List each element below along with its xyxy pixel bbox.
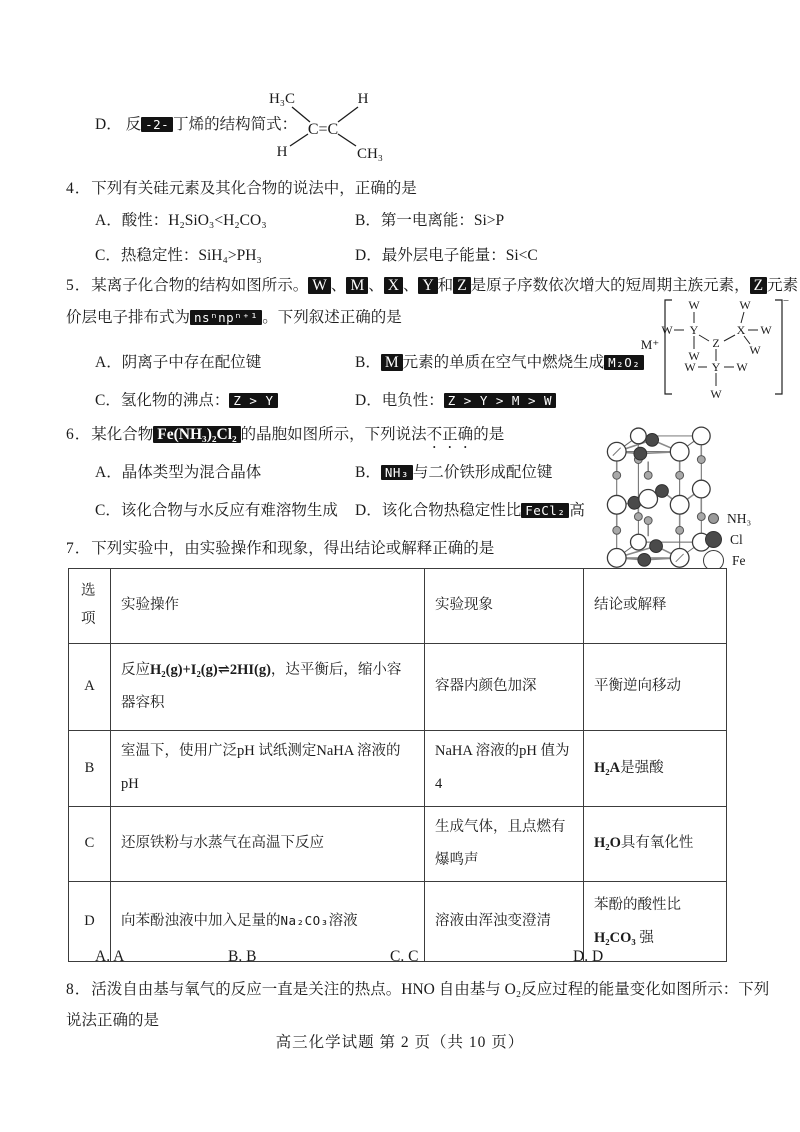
q7-answer-d: D. D [573, 948, 604, 965]
q5-option-b [355, 350, 644, 372]
q7-answer-b: B. B [228, 948, 257, 965]
experiment-table [68, 568, 727, 962]
q5-option-c [95, 388, 355, 410]
q5-sep1: 、 [330, 277, 347, 294]
q5-element-y: Y [418, 277, 437, 294]
diagram-x: X [736, 323, 746, 337]
q5-config-post: 。下列叙述正确的是 [262, 309, 402, 326]
q4-option-a-label: A． [95, 212, 122, 229]
cell-d-conc-line1: 苯酚的酸性比 [594, 896, 681, 913]
diagram-cation-m: M⁺ [640, 337, 660, 352]
q5-option-d-hl: Z > Y > M > W [444, 393, 556, 408]
q6-compound-formula: Fe(NH₃)₂Cl₂ [153, 426, 240, 443]
cell-a-conclusion: 平衡逆向移动 [584, 644, 727, 731]
prev-option-d-post: 丁烯的结构简式： [173, 116, 298, 133]
q5-stem-pre: 某离子化合物的结构如图所示。 [91, 277, 309, 294]
q5-sep2: 、 [368, 277, 384, 294]
q4-option-d-text: 最外层电子能量：Si<C [381, 247, 538, 264]
col-header-operation: 实验操作 [111, 569, 425, 644]
q5-element-m: M [346, 277, 368, 294]
butene-c-double-c: C=C [307, 121, 339, 138]
cell-d-op-pre: 向苯酚浊液中加入足量的 [121, 913, 281, 930]
q5-element-w: W [308, 277, 331, 294]
cell-d-phenomenon: 溶液由浑浊变澄清 [425, 882, 584, 962]
q5-option-c-hl: Z > Y [229, 393, 277, 408]
cell-c-key: C [69, 806, 111, 882]
q7-answer-line [95, 948, 755, 970]
q4-option-c-text: 热稳定性：SiH₄>PH₃ [120, 247, 262, 264]
question-5-stem-line2 [66, 305, 402, 327]
q6-option-b-text: 与二价铁形成配位键 [412, 464, 553, 481]
q4-option-c-label: C． [95, 247, 121, 264]
nh3-legend-label: NH₃ [727, 510, 752, 526]
diagram-w-8: W [736, 360, 748, 374]
diagram-w-4: W [760, 323, 772, 337]
q4-option-b [355, 208, 504, 230]
butene-ch3-top: H₃C [268, 91, 296, 107]
q4-option-d-label: D． [355, 247, 382, 264]
cell-b-conclusion [584, 731, 727, 807]
diagram-y-1: Y [689, 323, 699, 337]
q5-option-b-text: 元素的单质在空气中燃烧生成 [402, 354, 605, 371]
q6-stem-emphasis: 不正确 [426, 426, 474, 443]
q5-element-x: X [384, 277, 403, 294]
cell-a-op-pre: 反应 [121, 661, 150, 678]
q5-option-b-hl-m: M [381, 354, 403, 371]
q6-option-a-text: 晶体类型为混合晶体 [121, 464, 262, 481]
col-header-phenomenon: 实验现象 [425, 569, 584, 644]
q6-option-a-label: A． [95, 464, 122, 481]
diagram-w-9: W [710, 387, 722, 401]
cell-b-operation: 室温下，使用广泛pH 试纸测定NaHA 溶液的pH [111, 731, 425, 807]
q5-element-z2: Z [750, 277, 767, 294]
butene-ch3-bottom: CH₃ [356, 146, 384, 162]
question-4-stem [66, 176, 417, 198]
table-row-c [69, 806, 727, 882]
diagram-w-7: W [684, 360, 696, 374]
cell-a-op-post: ，达平衡后，缩小容器容积 [121, 661, 402, 711]
cl-legend-swatch [705, 531, 722, 548]
q4-option-b-label: B． [355, 212, 381, 229]
q5-option-d-text: 电负性： [381, 392, 444, 409]
q5-and: 和 [437, 277, 454, 294]
cell-b-conc-text: 是强酸 [620, 759, 664, 776]
prev-option-d-label: D． [95, 116, 122, 133]
q4-stem-text: 下列有关硅元素及其化合物的说法中，正确的是 [91, 180, 417, 197]
col-header-option: 选项 [69, 569, 111, 644]
q6-option-d-hl-fecl2: FeCl₂ [521, 503, 569, 518]
table-row-a [69, 644, 727, 731]
question-6-stem [66, 422, 504, 452]
q5-option-b-hl-m2o2: M₂O₂ [604, 355, 644, 370]
page-footer: 高三化学试题 第 2 页（共 10 页） [275, 1034, 525, 1051]
q6-stem-pre: 某化合物 [91, 426, 154, 443]
diagram-w-1: W [688, 298, 700, 312]
question-8-stem-line1 [66, 977, 769, 999]
fe-legend-label: Fe [732, 552, 746, 568]
q6-option-d-label: D． [355, 502, 382, 519]
q6-option-c-text: 该化合物与水反应有难溶物生成 [120, 502, 338, 519]
cell-c-operation: 还原铁粉与水蒸气在高温下反应 [111, 806, 425, 882]
q4-option-a-text: 酸性：H₂SiO₃<H₂CO₃ [121, 212, 267, 229]
diagram-w-3: W [661, 323, 673, 337]
cell-b-conc-formula: H₂A [594, 759, 621, 776]
table-header-row [69, 569, 727, 644]
q6-stem-end: 的是 [473, 426, 505, 443]
prev-option-d-pre: 反 [125, 116, 142, 133]
q5-element-z: Z [453, 277, 470, 294]
cell-a-phenomenon: 容器内颜色加深 [425, 644, 584, 731]
q7-answer-a: A. A [95, 948, 125, 965]
col-header-conclusion: 结论或解释 [584, 569, 727, 644]
cl-legend-label: Cl [730, 531, 743, 547]
legend-row-cl [703, 529, 773, 550]
q4-option-b-text: 第一电离能：Si>P [380, 212, 505, 229]
q6-stem-mid: 的晶胞如图所示，下列说法 [240, 426, 427, 443]
q8-number: 8． [66, 981, 92, 998]
diagram-w-6: W [688, 349, 700, 363]
q4-options-row-1 [95, 208, 775, 230]
q5-config-pre: 价层电子排布式为 [66, 309, 191, 326]
q4-number: 4． [66, 180, 92, 197]
q5-option-c-label: C． [95, 392, 121, 409]
q5-stem-end: 元素 [767, 277, 799, 294]
q6-option-b [355, 460, 552, 482]
q4-option-d [355, 243, 538, 265]
cell-c-conclusion [584, 806, 727, 882]
q5-electron-config: nsⁿnpⁿ⁺¹ [190, 310, 262, 325]
q6-option-c [95, 498, 355, 520]
q4-option-a [95, 208, 355, 230]
q7-stem-text: 下列实验中，由实验操作和现象，得出结论或解释正确的是 [91, 540, 495, 557]
q6-option-c-label: C． [95, 502, 121, 519]
q6-option-d-end: 高 [569, 502, 585, 519]
q5-option-c-text: 氢化物的沸点： [120, 392, 230, 409]
q5-option-a-label: A． [95, 354, 122, 371]
table-row-b [69, 731, 727, 807]
q7-number: 7． [66, 540, 92, 557]
cell-a-operation [111, 644, 425, 731]
cell-a-op-formula: H₂(g)+I₂(g)⇌2HI(g) [150, 661, 271, 678]
q5-option-d-label: D． [355, 392, 382, 409]
cell-d-op-post: 溶液 [328, 913, 358, 930]
q6-option-b-hl-nh3: NH₃ [381, 465, 413, 480]
q5-option-b-label: B． [355, 354, 381, 371]
q5-option-a [95, 350, 355, 372]
diagram-z: Z [712, 336, 720, 350]
q5-stem-post: 是原子序数依次增大的短周期主族元素， [470, 277, 750, 294]
diagram-charge-minus: − [782, 295, 790, 307]
diagram-w-2: W [739, 298, 751, 312]
cell-d-conc-formula: H₂CO₃ [594, 929, 636, 946]
diagram-w-5: W [749, 343, 761, 357]
question-8-stem-line2 [66, 1008, 159, 1030]
cell-c-conc-formula: H₂O [594, 835, 621, 852]
q6-number: 6． [66, 426, 92, 443]
q6-option-a [95, 460, 355, 482]
cell-d-conc-text: 强 [635, 929, 654, 946]
q4-options-row-2 [95, 243, 775, 265]
cell-b-key: B [69, 731, 111, 807]
cell-a-key: A [69, 644, 111, 731]
butene-h-top: H [357, 91, 369, 107]
q6-option-d [355, 498, 585, 520]
q8-stem-line1-text: 活泼自由基与氧气的反应一直是关注的热点。HNO 自由基与 O₂反应过程的能量变化如图所示：下列 [91, 981, 770, 998]
question-7-stem [66, 536, 494, 558]
q8-stem-line2-text: 说法正确的是 [66, 1012, 160, 1029]
q5-option-d [355, 388, 556, 410]
redaction-box: -2- [141, 117, 173, 132]
crystal-cell-diagram [601, 410, 719, 573]
cell-c-phenomenon: 生成气体，且点燃有爆鸣声 [425, 806, 584, 882]
cell-b-phenomenon: NaHA 溶液的pH 值为4 [425, 731, 584, 807]
q6-option-d-text: 该化合物热稳定性比 [381, 502, 522, 519]
nh3-legend-swatch [708, 513, 719, 524]
q4-option-c [95, 243, 355, 265]
q5-option-a-text: 阴离子中存在配位键 [121, 354, 262, 371]
butene-h-bottom: H [276, 144, 288, 160]
cell-c-conc-text: 具有氧化性 [620, 835, 694, 852]
q5-number: 5． [66, 277, 92, 294]
butene-structure-diagram [262, 86, 402, 166]
cell-d-op-formula: Na₂CO₃ [280, 913, 329, 929]
cell-d-key: D [69, 882, 111, 962]
legend-row-nh3 [703, 508, 773, 529]
q6-option-b-label: B． [355, 464, 381, 481]
anion-structure-diagram [638, 292, 794, 410]
q7-answer-c: C. C [390, 948, 419, 965]
q5-sep3: 、 [402, 277, 419, 294]
diagram-y-2: Y [711, 360, 721, 374]
crystal-legend [703, 508, 773, 571]
